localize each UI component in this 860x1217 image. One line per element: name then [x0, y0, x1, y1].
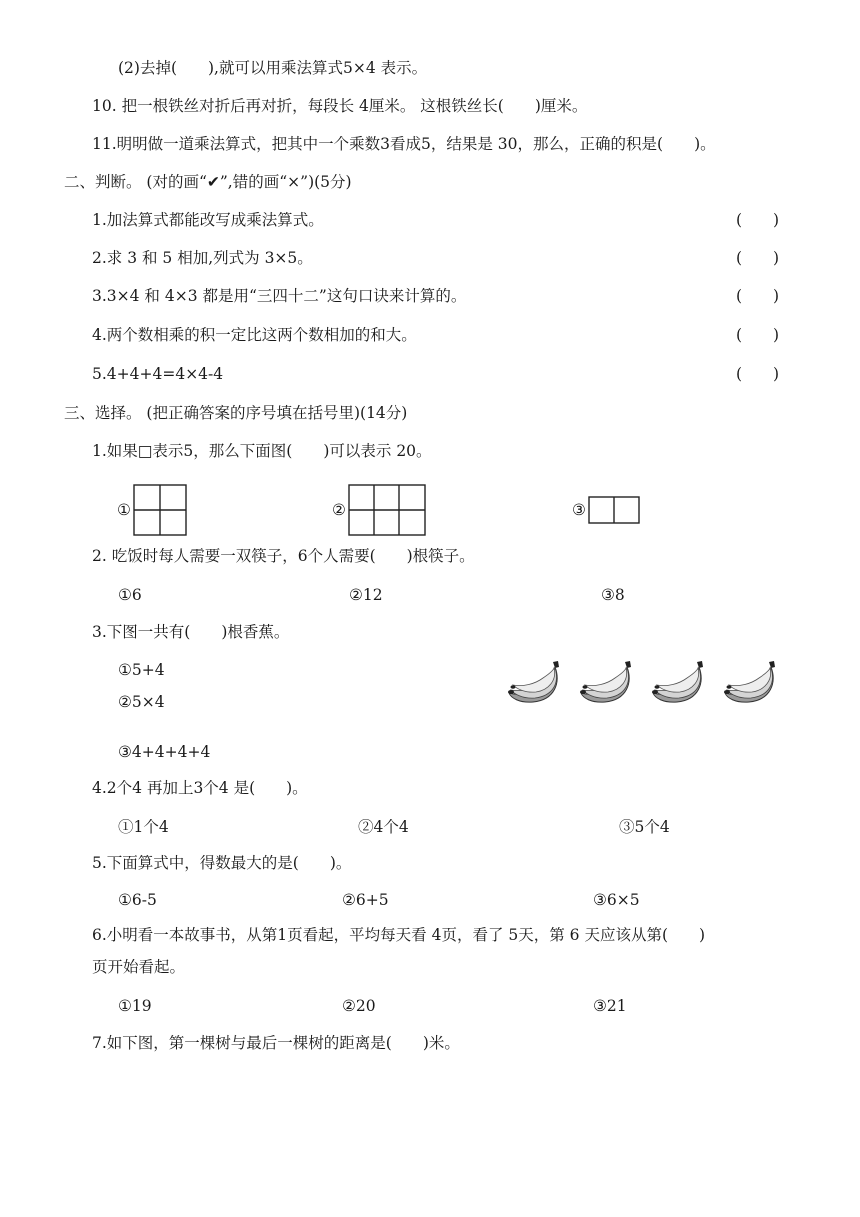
figure-option-1-label: ① — [117, 501, 131, 519]
grid-3x2-figure — [348, 484, 426, 536]
q2-option-3: ③8 — [601, 586, 625, 604]
q4-option-2: ②4个4 — [358, 818, 409, 836]
judge-answer-3: ( ) — [736, 287, 780, 305]
banana-bunch-icon — [721, 658, 781, 708]
q3-option-2: ②5×4 — [118, 693, 165, 711]
judge-item-1: 1.加法算式都能改写成乘法算式。 — [92, 211, 324, 229]
section-2-header: 二、判断。 (对的画“✔”,错的画“×”)(5分) — [64, 173, 352, 191]
section-3-header: 三、选择。 (把正确答案的序号填在括号里)(14分) — [64, 404, 408, 422]
q4-option-1: ①1个4 — [118, 818, 169, 836]
judge-answer-1: ( ) — [736, 211, 780, 229]
q6-option-2: ②20 — [342, 997, 376, 1015]
judge-item-5: 5.4+4+4=4×4-4 — [92, 365, 224, 383]
q2-option-2: ②12 — [349, 586, 383, 604]
choice-question-6-cont: 页开始看起。 — [92, 958, 186, 976]
figure-option-3-label: ③ — [572, 501, 586, 519]
choice-question-4: 4.2个4 再加上3个4 是( )。 — [92, 779, 308, 797]
q5-option-2: ②6+5 — [342, 891, 389, 909]
choice-question-2: 2. 吃饭时每人需要一双筷子，6个人需要( )根筷子。 — [92, 547, 475, 565]
choice-question-1: 1.如果□表示5，那么下面图( )可以表示 20。 — [92, 442, 432, 460]
figure-option-1 — [117, 484, 187, 536]
judge-answer-4: ( ) — [736, 326, 780, 344]
judge-answer-5: ( ) — [736, 365, 780, 383]
banana-bunch-icon — [649, 658, 709, 708]
question-10: 10. 把一根铁丝对折后再对折，每段长 4厘米。 这根铁丝长( )厘米。 — [92, 97, 588, 115]
q2-option-1: ①6 — [118, 586, 142, 604]
judge-item-2: 2.求 3 和 5 相加,列式为 3×5。 — [92, 249, 313, 267]
figure-option-3 — [572, 496, 640, 524]
choice-question-6: 6.小明看一本故事书，从第1页看起，平均每天看 4页，看了 5天，第 6 天应该从第( ) — [92, 926, 706, 944]
banana-bunch-icon — [577, 658, 637, 708]
q4-option-3: ③5个4 — [619, 818, 670, 836]
q6-option-1: ①19 — [118, 997, 152, 1015]
question-9-part-2: (2)去掉( ),就可以用乘法算式5×4 表示。 — [118, 59, 428, 77]
choice-question-5: 5.下面算式中，得数最大的是( )。 — [92, 854, 352, 872]
grid-2x1-figure — [588, 496, 640, 524]
q6-option-3: ③21 — [593, 997, 627, 1015]
choice-question-7: 7.如下图，第一棵树与最后一棵树的距离是( )米。 — [92, 1034, 460, 1052]
q5-option-1: ①6-5 — [118, 891, 157, 909]
grid-2x2-figure — [133, 484, 187, 536]
banana-bunch-icon — [505, 658, 565, 708]
banana-illustration — [505, 658, 781, 708]
judge-answer-2: ( ) — [736, 249, 780, 267]
choice-question-3: 3.下图一共有( )根香蕉。 — [92, 623, 290, 641]
question-11: 11.明明做一道乘法算式，把其中一个乘数3看成5，结果是 30，那么，正确的积是( )。 — [92, 135, 716, 153]
q3-option-3: ③4+4+4+4 — [118, 743, 211, 761]
figure-option-2-label: ② — [332, 501, 346, 519]
figure-option-2 — [332, 484, 426, 536]
q5-option-3: ③6×5 — [593, 891, 640, 909]
judge-item-3: 3.3×4 和 4×3 都是用“三四十二”这句口诀来计算的。 — [92, 287, 467, 305]
judge-item-4: 4.两个数相乘的积一定比这两个数相加的和大。 — [92, 326, 417, 344]
q3-option-1: ①5+4 — [118, 661, 165, 679]
